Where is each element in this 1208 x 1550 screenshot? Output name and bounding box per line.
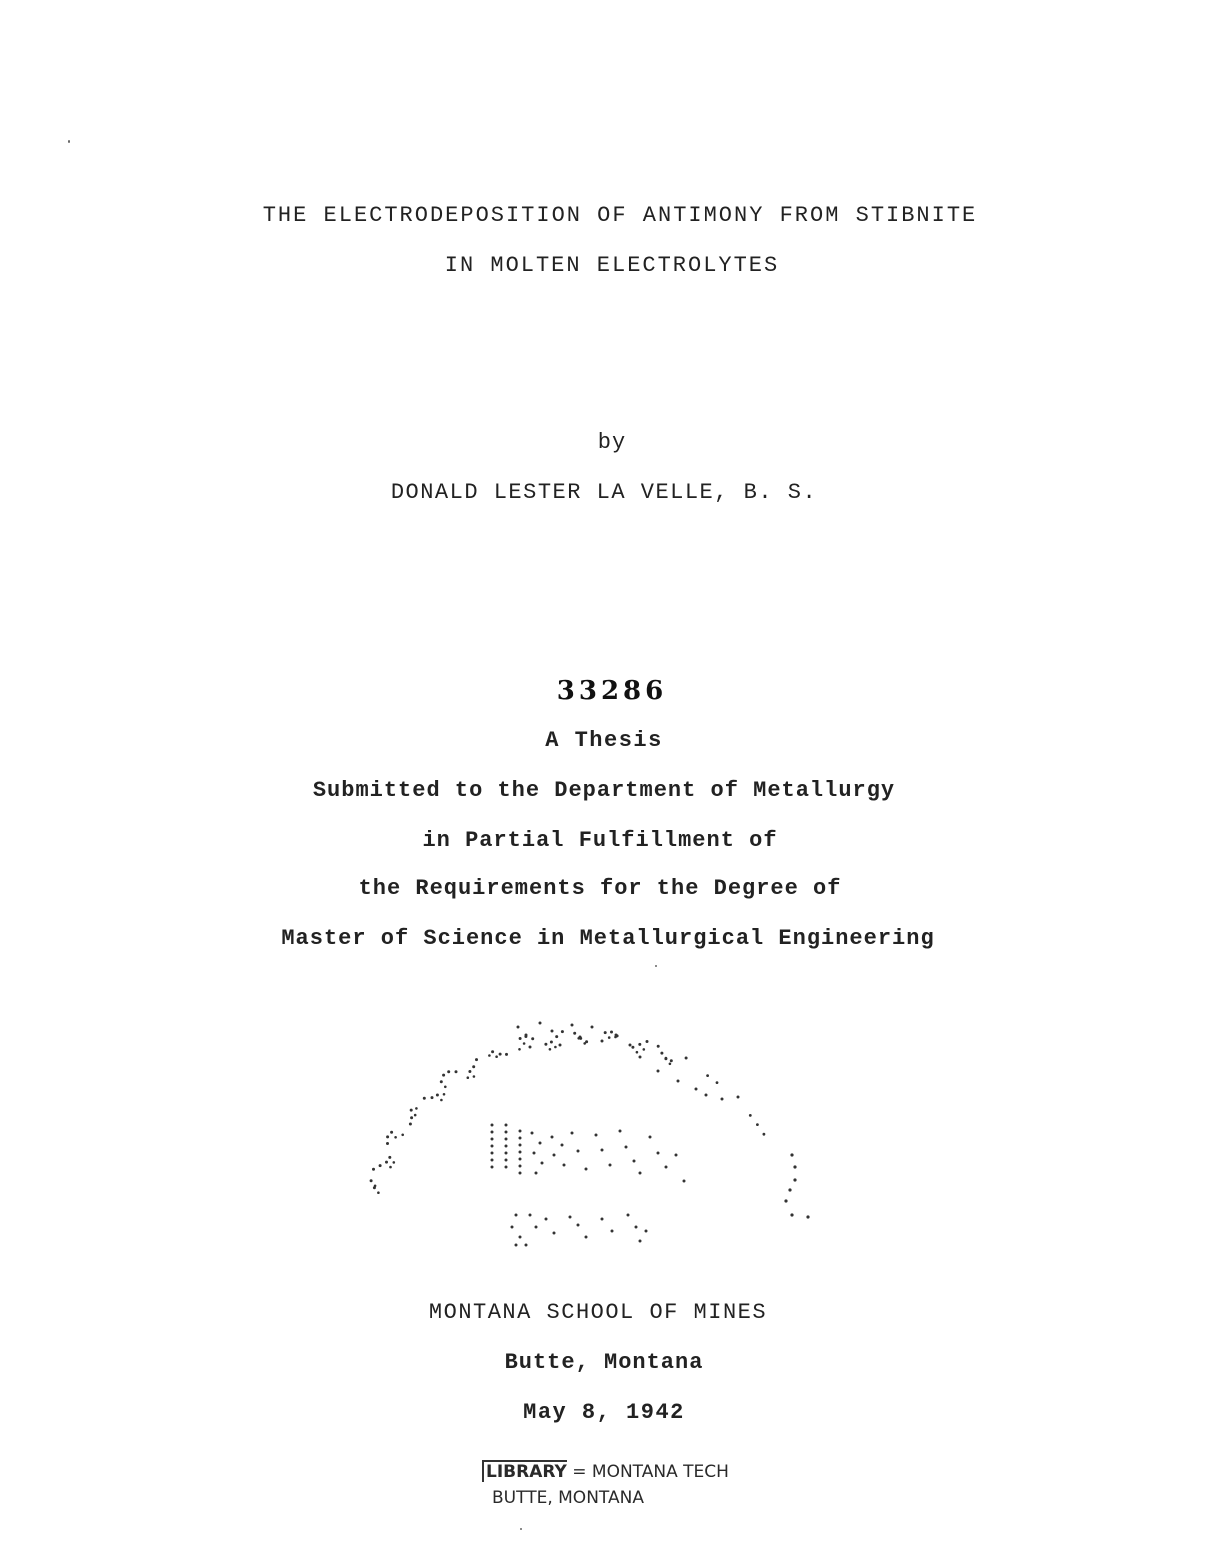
stamp-library-label: LIBRARY bbox=[482, 1460, 567, 1482]
author-name: DONALD LESTER LA VELLE, B. S. bbox=[390, 480, 818, 505]
submission-date: May 8, 1942 bbox=[523, 1400, 685, 1425]
thesis-statement-line-3: the Requirements for the Degree of bbox=[358, 876, 842, 901]
byline-by: by bbox=[597, 430, 627, 455]
stamp-line-2 bbox=[492, 1488, 644, 1508]
scan-speck bbox=[520, 1528, 522, 1530]
thesis-statement-line-2: in Partial Fulfillment of bbox=[422, 828, 778, 853]
thesis-heading: A Thesis bbox=[545, 728, 663, 753]
thesis-statement-line-4: Master of Science in Metallurgical Engineering bbox=[281, 926, 935, 951]
stamp-separator: = bbox=[572, 1462, 587, 1482]
thesis-statement-line-1: Submitted to the Department of Metallurgy bbox=[312, 778, 896, 803]
library-stamp-icon bbox=[478, 1460, 729, 1520]
scan-speck bbox=[68, 140, 70, 143]
institution-location: Butte, Montana bbox=[504, 1350, 704, 1375]
stamp-city: BUTTE, bbox=[492, 1488, 553, 1508]
title-line-2: IN MOLTEN ELECTROLYTES bbox=[444, 253, 780, 278]
scan-speck bbox=[655, 965, 657, 967]
institution-name: MONTANA SCHOOL OF MINES bbox=[428, 1300, 768, 1325]
title-line-1: THE ELECTRODEPOSITION OF ANTIMONY FROM STIBNITE bbox=[262, 203, 978, 228]
embossed-library-seal-icon bbox=[340, 1005, 820, 1265]
stamp-library-name: MONTANA TECH bbox=[591, 1462, 729, 1482]
stamp-line-1 bbox=[482, 1462, 729, 1482]
stamp-state: MONTANA bbox=[558, 1488, 644, 1508]
accession-number: 33286 bbox=[556, 676, 668, 706]
